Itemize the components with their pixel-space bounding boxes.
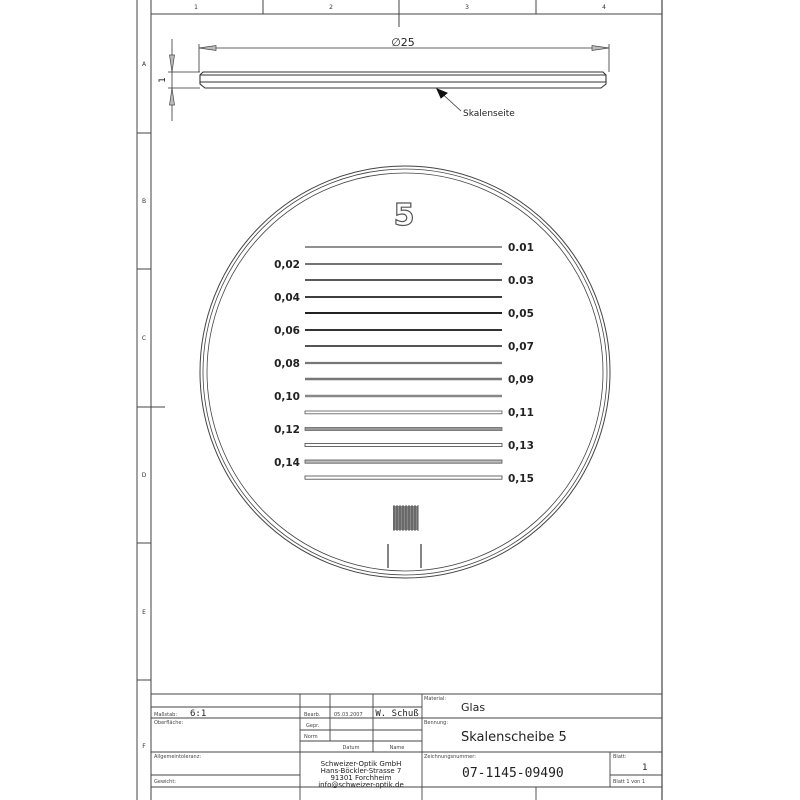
hatch-marker	[393, 505, 418, 531]
drawn-date: 05.03.2007	[334, 712, 363, 718]
scale-label: 0.03	[508, 275, 534, 287]
scale-label: 0,09	[508, 374, 534, 386]
title-label: Bennung:	[424, 720, 449, 726]
sheet-of: Blatt 1 von 1	[613, 779, 646, 785]
drawing-number: 07-1145-09490	[462, 766, 564, 781]
company-city: 91301 Forchheim	[330, 774, 392, 782]
scale-side-callout: Skalenseite	[463, 109, 515, 119]
sheet-value: 1	[642, 763, 648, 773]
grid-labels	[142, 4, 606, 750]
column-label: 2	[329, 4, 333, 11]
column-label: 1	[194, 4, 198, 11]
scale-label: 0,13	[508, 440, 534, 452]
drawn-name: W. Schuß	[375, 709, 419, 719]
scale-label: 0,15	[508, 473, 534, 485]
drawn-label: Bearb.	[304, 712, 321, 718]
drawing-title: Skalenscheibe 5	[461, 730, 567, 745]
sheet-frame	[137, 0, 662, 800]
row-label: A	[141, 61, 147, 68]
row-label: B	[141, 198, 147, 205]
surface-label: Oberfläche:	[154, 720, 184, 726]
left-scale-labels	[274, 259, 300, 469]
side-view	[168, 39, 609, 121]
scale-lines	[305, 247, 502, 479]
sheet-label: Blatt:	[613, 754, 627, 760]
row-label: C	[141, 335, 147, 342]
company-street: Hans-Böckler-Strasse 7	[320, 767, 402, 775]
company-name: Schweizer-Optik GmbH	[320, 760, 402, 768]
scale-label: 0,02	[274, 259, 300, 271]
drawing-number-label: Zeichnungsnummer:	[424, 754, 476, 760]
column-label: 3	[465, 4, 469, 11]
tolerance-label: Allgemeintoleranz:	[154, 754, 202, 760]
row-label: F	[142, 743, 146, 750]
scale-label: 0,12	[274, 424, 300, 436]
material-label: Material:	[424, 696, 446, 702]
name-header: Name	[389, 745, 405, 751]
norm-label: Norm	[304, 734, 318, 740]
scale-label: 0,10	[274, 391, 300, 403]
scale-label: 0,14	[274, 457, 300, 469]
scale-label: 0,06	[274, 325, 300, 337]
column-label: 4	[602, 4, 606, 11]
company-email: info@schweizer-optik.de	[318, 781, 404, 789]
scale-label: 0.01	[508, 242, 534, 254]
row-label: E	[142, 609, 146, 616]
right-scale-labels	[508, 242, 534, 485]
row-label: D	[141, 472, 147, 479]
scale-label: 0,11	[508, 407, 534, 419]
reticle-number: 5	[393, 198, 415, 233]
scale-label: 0,05	[508, 308, 534, 320]
index-marks	[388, 544, 421, 568]
diameter-dimension: ∅25	[391, 36, 415, 49]
scale-label: 0,04	[274, 292, 300, 304]
date-header: Datum	[342, 745, 360, 751]
thickness-dimension: 1	[158, 77, 168, 83]
scale-label: 0,07	[508, 341, 534, 353]
material-value: Glas	[461, 701, 486, 714]
scale-label: 0,08	[274, 358, 300, 370]
scale-value: 6:1	[190, 709, 207, 719]
checked-label: Gepr.	[306, 723, 320, 729]
weight-label: Gewicht:	[154, 779, 176, 785]
scale-label: Maßstab:	[154, 712, 178, 718]
